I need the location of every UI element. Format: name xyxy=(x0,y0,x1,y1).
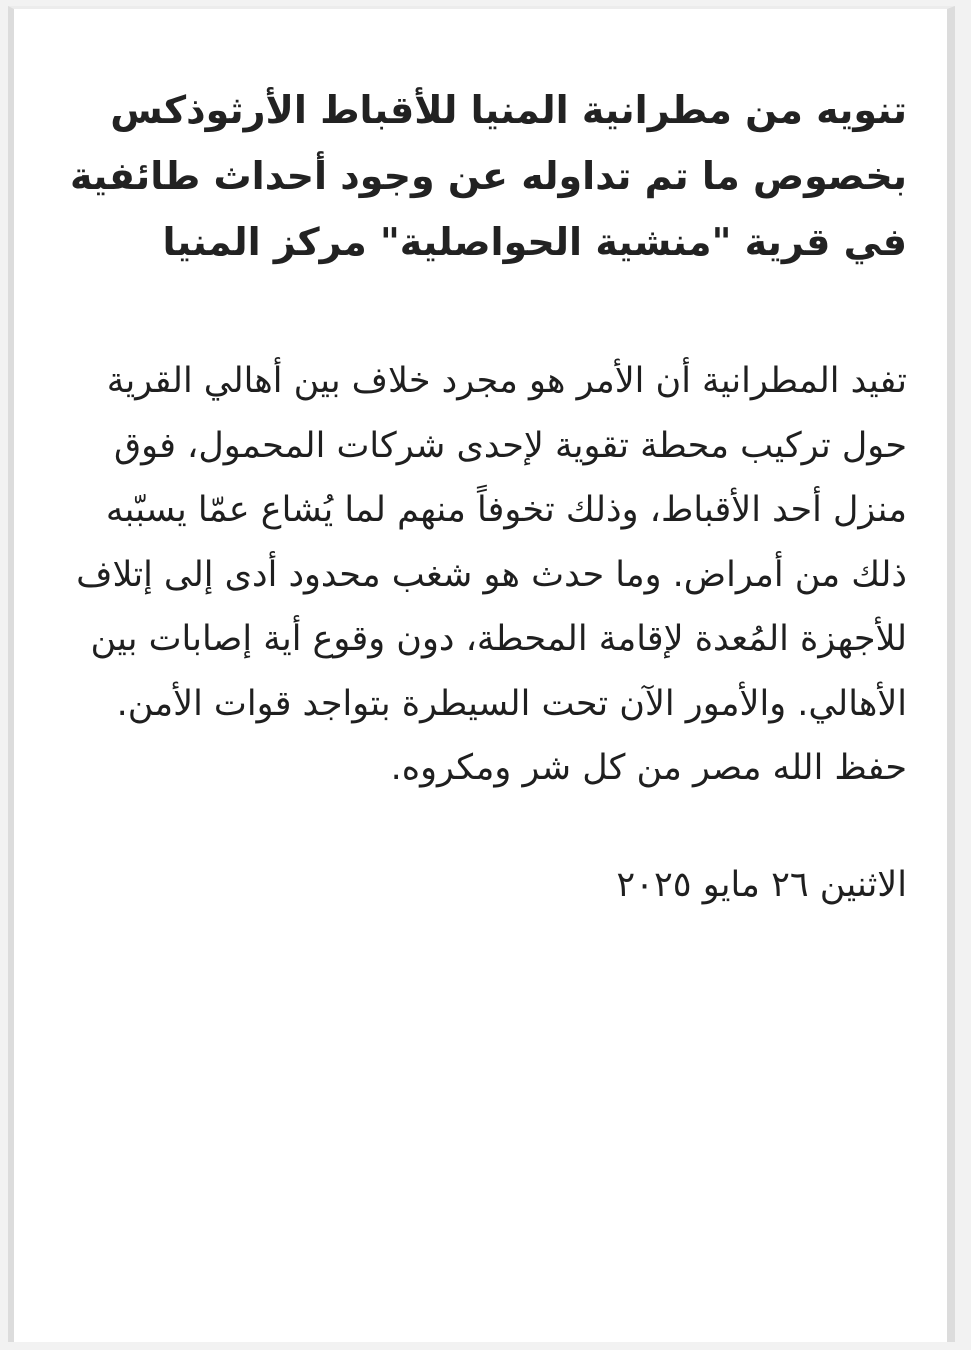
statement-headline: تنويه من مطرانية المنيا للأقباط الأرثوذكس بخصوص ما تم تداوله عن وجود أحداث طائفية في قرية "منشية الحواصلية" مركز المنيا xyxy=(70,88,907,264)
statement-date: الاثنين ٢٦ مايو ٢٠٢٥ xyxy=(616,864,907,905)
document-page xyxy=(8,6,955,1342)
statement-closing: حفظ الله مصر من كل شر ومكروه. xyxy=(390,748,907,788)
statement-body: تفيد المطرانية أن الأمر هو مجرد خلاف بين أهالي القرية حول تركيب محطة تقوية لإحدى شركات المحمول، فوق منزل أحد الأقباط، وذلك تخوفاً منهم لما يُشاع عمّا يسبّبه ذلك من أمراض. وما حدث هو شغب محدود أدى إلى إتلاف للأجهزة المُعدة لإقامة المحطة، دون وقوع أية إصابات بين الأهالي. والأمور الآن تحت السيطرة بتواجد قوات الأمن. xyxy=(76,361,907,724)
statement-content xyxy=(54,77,907,917)
